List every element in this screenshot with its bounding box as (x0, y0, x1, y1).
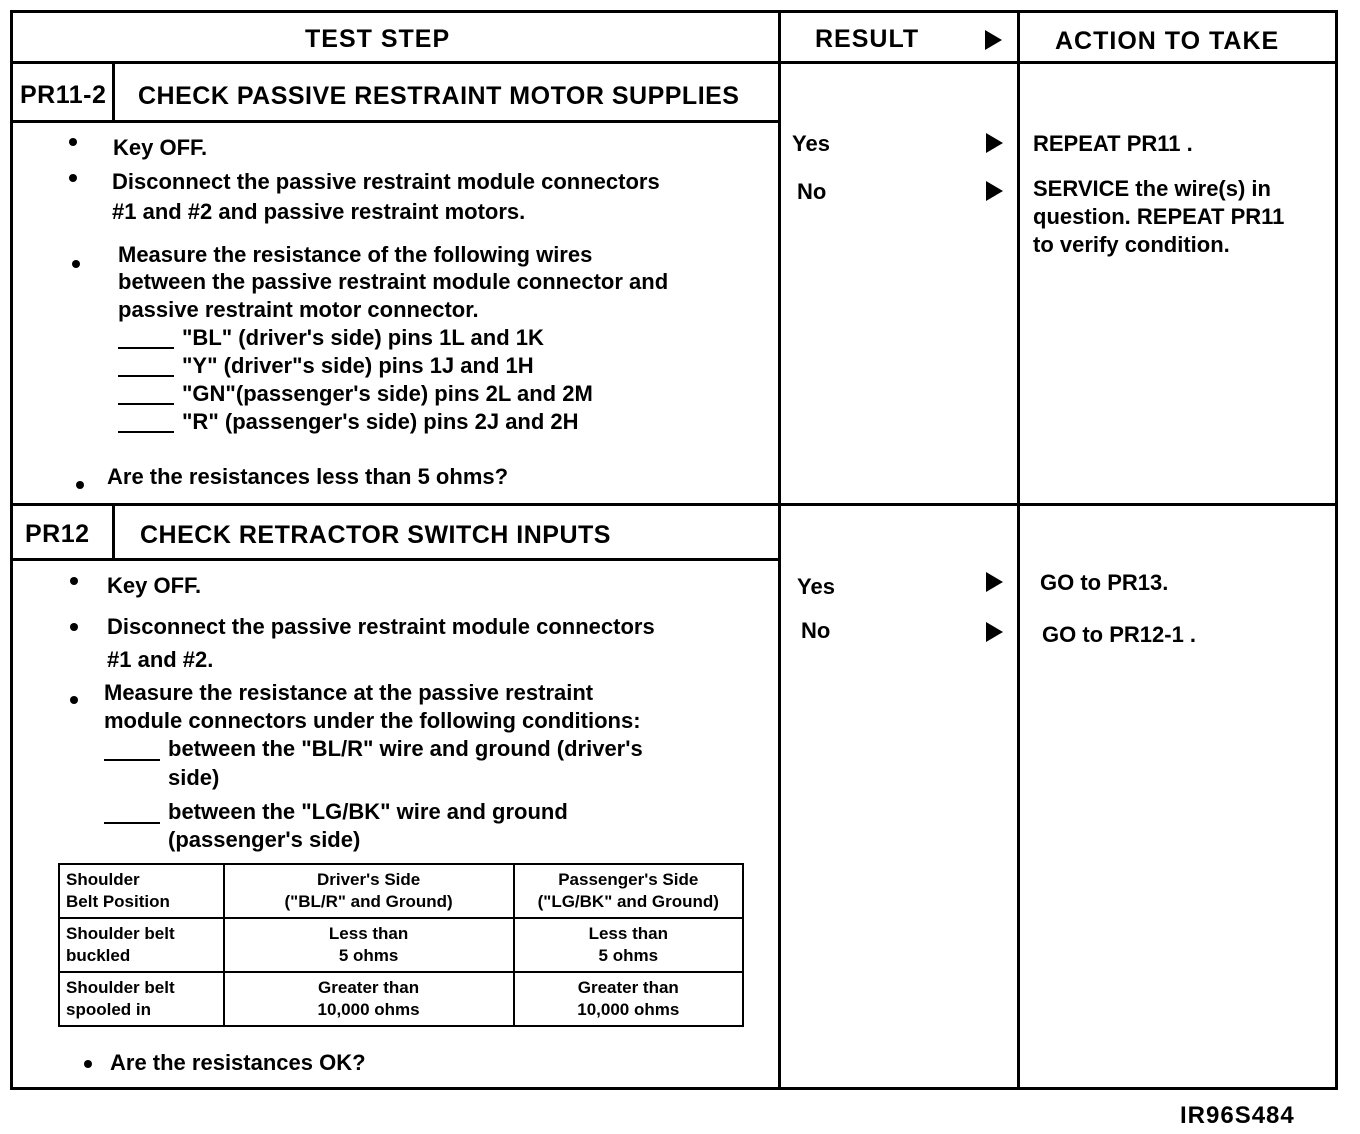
table-cell (224, 918, 514, 972)
pr12-step-3-line-1: Measure the resistance at the passive restraint (104, 680, 594, 705)
outer-border-left (10, 10, 13, 1090)
table-cell (514, 972, 743, 1026)
table-header-row (59, 864, 743, 918)
pr11-2-step-3-line-1: Measure the resistance of the following wires (118, 242, 593, 267)
table-cell-text: 10,000 ohms (577, 1000, 680, 1019)
table-cell (514, 918, 743, 972)
bullet-icon (72, 260, 80, 268)
table-header-text: ("LG/BK" and Ground) (537, 892, 719, 911)
result-arrow-icon (986, 133, 1003, 153)
pr12-step-2-line-2: #1 and #2. (107, 647, 214, 672)
table-header-cell (224, 864, 514, 918)
checkbox-blank (104, 822, 160, 824)
bullet-icon (70, 696, 78, 704)
pr12-condition-1-line-2: side) (168, 765, 220, 790)
table-cell (59, 918, 224, 972)
bullet-icon (70, 577, 78, 585)
pr12-title-underline (10, 558, 780, 561)
pr12-result-no: No (801, 618, 831, 643)
bullet-icon (69, 174, 77, 182)
pr12-step-2-line-1: Disconnect the passive restraint module connectors (107, 614, 655, 639)
pr11-2-wire-4: "R" (passenger's side) pins 2J and 2H (182, 409, 579, 434)
pr12-step-1: Key OFF. (107, 573, 202, 598)
section-divider (10, 503, 1338, 506)
table-cell-text: 5 ohms (598, 946, 659, 965)
pr11-2-step-3-line-3: passive restraint motor connector. (118, 297, 479, 322)
pr12-result-yes: Yes (797, 574, 835, 599)
table-header-cell (514, 864, 743, 918)
table-cell-text: Less than (328, 923, 409, 943)
table-header-text: Belt Position (66, 892, 170, 911)
checkbox-blank (118, 403, 174, 405)
pr12-step-3-line-2: module connectors under the following conditions: (104, 708, 641, 733)
table-header-text: ("BL/R" and Ground) (284, 892, 453, 911)
table-row (59, 918, 743, 972)
pr11-2-title-underline (10, 120, 780, 123)
table-cell-text: Shoulder belt (66, 977, 175, 997)
bullet-icon (84, 1060, 92, 1068)
checkbox-blank (118, 347, 174, 349)
outer-border-right (1335, 10, 1338, 1090)
table-cell-text: 10,000 ohms (317, 1000, 420, 1019)
pr11-2-action-no-line-1: SERVICE the wire(s) in (1033, 176, 1271, 201)
pr11-2-step-1: Key OFF. (113, 135, 208, 160)
pr11-2-step-2-line-2: #1 and #2 and passive restraint motors. (112, 199, 526, 224)
table-cell-text: 5 ohms (338, 946, 399, 965)
table-header-text: Driver's Side (316, 869, 421, 889)
pr12-condition-2-line-2: (passenger's side) (168, 827, 361, 852)
checkbox-blank (104, 759, 160, 761)
header-arrow-icon (985, 30, 1002, 50)
header-action: ACTION TO TAKE (1055, 27, 1280, 55)
table-cell-text: Greater than (577, 977, 679, 997)
pr12-step-id: PR12 (25, 520, 90, 548)
pr11-2-wire-3: "GN"(passenger's side) pins 2L and 2M (182, 381, 593, 406)
pr11-2-action-no-line-3: to verify condition. (1033, 232, 1230, 257)
pr11-2-wire-2: "Y" (driver"s side) pins 1J and 1H (182, 353, 534, 378)
pr12-question: Are the resistances OK? (110, 1050, 366, 1075)
header-result: RESULT (815, 25, 920, 53)
result-arrow-icon (986, 181, 1003, 201)
column-divider-2 (1017, 10, 1020, 1090)
pr11-2-step-3-line-2: between the passive restraint module connector and (118, 269, 669, 294)
pr11-2-step-id: PR11-2 (20, 81, 107, 109)
table-cell-text: Less than (588, 923, 668, 943)
result-arrow-icon (986, 572, 1003, 592)
bullet-icon (76, 481, 84, 489)
pr11-2-step-title: CHECK PASSIVE RESTRAINT MOTOR SUPPLIES (138, 82, 740, 110)
pr11-2-question: Are the resistances less than 5 ohms? (107, 464, 509, 489)
table-cell-text: Shoulder belt (66, 923, 175, 943)
checkbox-blank (118, 431, 174, 433)
outer-border-top (10, 10, 1338, 13)
table-cell-text: spooled in (66, 1000, 151, 1019)
pr11-2-result-no: No (797, 179, 827, 204)
pr12-action-no: GO to PR12-1 . (1042, 622, 1197, 647)
pr11-2-action-no-line-2: question. REPEAT PR11 (1033, 204, 1285, 229)
bullet-icon (69, 138, 77, 146)
pr12-condition-1-line-1: between the "BL/R" wire and ground (driver's (168, 736, 643, 761)
checkbox-blank (118, 375, 174, 377)
pr11-2-id-divider (112, 62, 115, 122)
pr11-2-action-yes: REPEAT PR11 . (1033, 131, 1193, 156)
table-row (59, 972, 743, 1026)
pr12-id-divider (112, 504, 115, 560)
result-arrow-icon (986, 622, 1003, 642)
table-cell (224, 972, 514, 1026)
pr12-step-title: CHECK RETRACTOR SWITCH INPUTS (140, 521, 611, 549)
bullet-icon (70, 623, 78, 631)
outer-border-bottom (10, 1087, 1338, 1090)
pr11-2-result-yes: Yes (792, 131, 830, 156)
table-header-cell (59, 864, 224, 918)
figure-id: IR96S484 (1180, 1102, 1295, 1129)
table-header-text: Shoulder (66, 869, 140, 889)
table-header-text: Passenger's Side (558, 869, 699, 889)
table-cell-text: buckled (66, 946, 131, 965)
pr11-2-step-2-line-1: Disconnect the passive restraint module connectors (112, 169, 660, 194)
pr11-2-wire-1: "BL" (driver's side) pins 1L and 1K (182, 325, 544, 350)
pr12-action-yes: GO to PR13. (1040, 570, 1169, 595)
header-divider (10, 61, 1338, 64)
column-divider-1 (778, 10, 781, 1090)
table-cell-text: Greater than (318, 977, 420, 997)
pr12-condition-2-line-1: between the "LG/BK" wire and ground (168, 799, 568, 824)
header-test-step: TEST STEP (305, 25, 451, 53)
resistance-condition-table (58, 863, 744, 1027)
table-cell (59, 972, 224, 1026)
